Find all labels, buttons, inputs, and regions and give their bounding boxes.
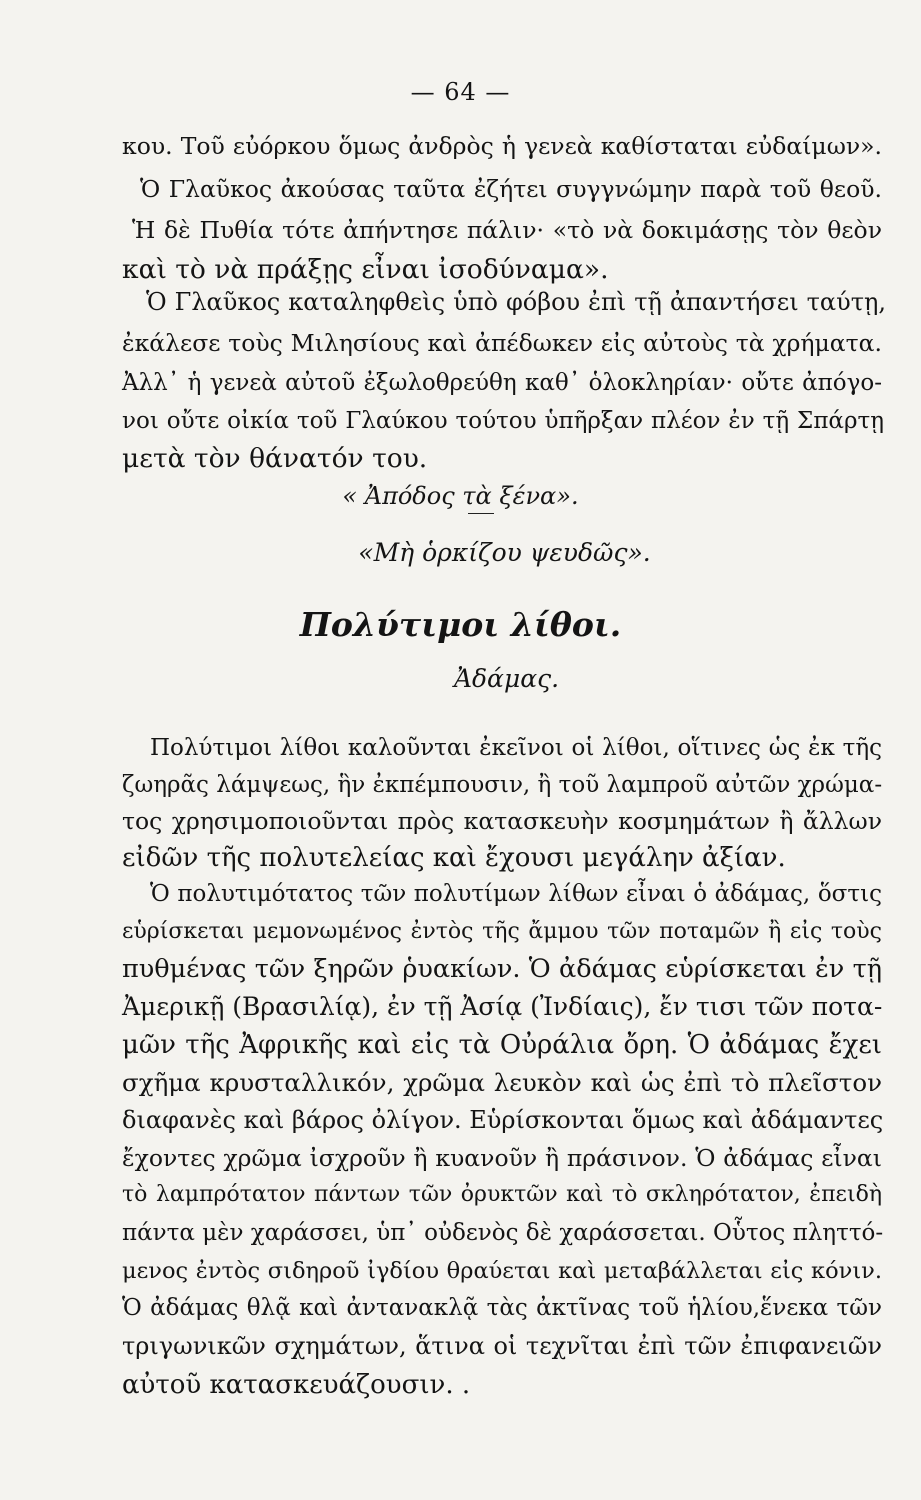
text-line: διαφανὲς καὶ βάρος ὀλίγον. Εὑρίσκονται ὅμως καὶ ἀδάμαντες — [122, 1106, 884, 1134]
maxim-no-false-oath: «Μὴ ὁρκίζου ψευδῶς». — [358, 538, 651, 567]
text-line: αὐτοῦ κατασκευάζουσιν. . — [122, 1370, 471, 1400]
text-line: ζωηρᾶς λάμψεως, ἣν ἐκπέμπουσιν, ἢ τοῦ λαμπροῦ αὐτῶν χρώμα- — [122, 772, 883, 798]
text-line: τὸ λαμπρότατον πάντων τῶν ὀρυκτῶν καὶ τὸ σκληρότατον, ἐπειδὴ — [122, 1182, 882, 1207]
text-line: Ὁ ἀδάμας θλᾷ καὶ ἀντανακλᾷ τὰς ἀκτῖνας τοῦ ἡλίου,ἕνεκα τῶν — [122, 1295, 882, 1321]
text-line: εἰδῶν τῆς πολυτελείας καὶ ἔχουσι μεγάλην ἀξίαν. — [122, 843, 786, 873]
text-line: ἔχοντες χρῶμα ἰσχροῦν ἢ κυανοῦν ἢ πράσινον. Ὁ ἀδάμας εἶναι — [122, 1144, 882, 1172]
text-line: τος χρησιμοποιοῦνται πρὸς κατασκευὴν κοσμημάτων ἢ ἄλλων — [122, 807, 882, 835]
separator-dash — [468, 513, 494, 514]
text-line: Πολύτιμοι λίθοι καλοῦνται ἐκεῖνοι οἱ λίθοι, οἵτινες ὡς ἐκ τῆς — [150, 735, 882, 761]
text-line: μῶν τῆς Ἀφρικῆς καὶ εἰς τὰ Οὐράλια ὄρη. Ὁ ἀδάμας ἔχει — [122, 1030, 882, 1060]
text-line: καὶ τὸ νὰ πράξῃς εἶναι ἰσοδύναμα». — [122, 254, 609, 285]
text-line: Ὁ πολυτιμότατος τῶν πολυτίμων λίθων εἶναι ὁ ἀδάμας, ὅστις — [150, 881, 882, 907]
section-title: Πολύτιμοι λίθοι. — [299, 605, 622, 644]
section-subtitle: Ἀδάμας. — [453, 664, 560, 693]
text-line: Ὁ Γλαῦκος καταληφθεὶς ὑπὸ φόβου ἐπὶ τῇ ἀπαντήσει ταύτῃ, — [146, 288, 886, 316]
text-line: πάντα μὲν χαράσσει, ὑπ᾽ οὐδενὸς δὲ χαράσσεται. Οὗτος πληττό- — [122, 1220, 884, 1246]
text-line: κου. Τοῦ εὐόρκου ὅμως ἀνδρὸς ἡ γενεὰ καθίσταται εὐδαίμων». — [122, 132, 882, 160]
text-line: Ἀμερικῇ (Βρασιλίᾳ), ἐν τῇ Ἀσίᾳ (Ἰνδίαις), ἔν τισι τῶν ποτα- — [122, 992, 883, 1021]
text-line: μενος ἐντὸς σιδηροῦ ἰγδίου θραύεται καὶ μεταβάλλεται εἰς κόνιν. — [122, 1258, 882, 1284]
text-line: σχῆμα κρυσταλλικόν, χρῶμα λευκὸν καὶ ὡς ἐπὶ τὸ πλεῖστον — [122, 1068, 882, 1097]
text-line: Ἀλλ᾽ ἡ γενεὰ αὐτοῦ ἐξωλοθρεύθη καθ᾽ ὁλοκληρίαν· οὔτε ἀπόγο- — [122, 370, 882, 396]
text-line: νοι οὔτε οἰκία τοῦ Γλαύκου τούτου ὑπῆρξαν πλέον ἐν τῇ Σπάρτῃ — [122, 408, 884, 434]
text-line: πυθμένας τῶν ξηρῶν ῥυακίων. Ὁ ἀδάμας εὑρίσκεται ἐν τῇ — [122, 954, 882, 984]
text-line: τριγωνικῶν σχημάτων, ἅτινα οἱ τεχνῖται ἐπὶ τῶν ἐπιφανειῶν — [122, 1332, 882, 1360]
page-number: — 64 — — [410, 78, 511, 106]
text-line: μετὰ τὸν θάνατόν του. — [122, 443, 428, 474]
text-line: ἐκάλεσε τοὺς Μιλησίους καὶ ἀπέδωκεν εἰς αὐτοὺς τὰ χρήματα. — [122, 329, 882, 357]
text-line: Ἡ δὲ Πυθία τότε ἀπήντησε πάλιν· «τὸ νὰ δοκιμάσῃς τὸν θεὸν — [132, 216, 882, 244]
text-line: Ὁ Γλαῦκος ἀκούσας ταῦτα ἐζήτει συγγνώμην παρὰ τοῦ θεοῦ. — [140, 175, 882, 203]
text-line: εὑρίσκεται μεμονωμένος ἐντὸς τῆς ἄμμου τῶν ποταμῶν ἢ εἰς τοὺς — [122, 919, 882, 944]
maxim-return-foreign: « Ἀπόδος τὰ ξένα». — [342, 482, 579, 510]
